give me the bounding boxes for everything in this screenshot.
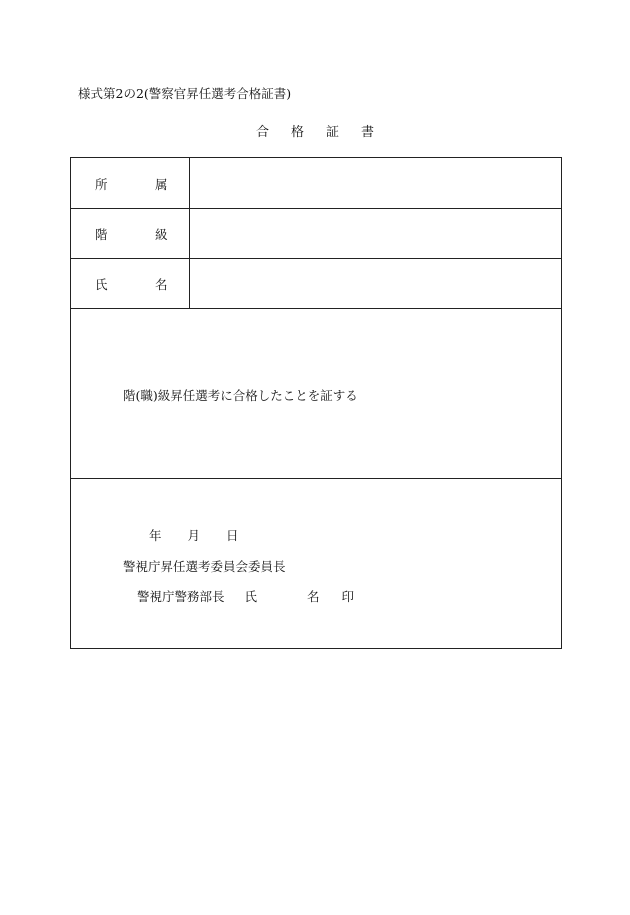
label-char: 所 [95, 177, 108, 192]
field-row-name [71, 258, 561, 309]
field-label-rank [71, 208, 190, 258]
label-char: 名 [155, 277, 168, 292]
field-label-name [71, 258, 190, 308]
certification-text: 階(職)級昇任選考に合格したことを証する [123, 388, 358, 403]
field-value-name [190, 258, 561, 308]
issuer-box [71, 479, 561, 648]
committee-title: 警視庁昇任選考委員会委員長 [123, 559, 286, 574]
signer-name-label-first: 氏 [244, 589, 258, 604]
certification-box [71, 309, 561, 479]
document-title [0, 121, 630, 140]
date-month-label: 月 [187, 528, 201, 543]
form-number: 様式第2の2(警察官昇任選考合格証書) [78, 86, 292, 101]
field-value-affiliation [190, 158, 561, 208]
label-char: 級 [155, 227, 168, 242]
title-char: 書 [361, 125, 375, 140]
date-year-label: 年 [149, 528, 162, 543]
signer-name-label-last: 名 [307, 589, 320, 604]
field-label-affiliation [71, 158, 190, 208]
certificate-frame [70, 157, 562, 649]
seal-mark: 印 [341, 589, 355, 604]
title-char: 合 [255, 125, 269, 140]
field-row-affiliation [71, 158, 561, 209]
title-char: 証 [326, 125, 340, 140]
label-char: 氏 [95, 277, 108, 292]
date-day-label: 日 [226, 528, 239, 543]
title-char: 格 [290, 125, 304, 140]
label-char: 属 [155, 177, 168, 192]
field-value-rank [190, 208, 561, 258]
issue-date [149, 526, 239, 544]
signer-line [137, 587, 354, 605]
label-char: 階 [95, 227, 108, 242]
field-row-rank [71, 208, 561, 259]
signer-position: 警視庁警務部長 [137, 589, 225, 604]
